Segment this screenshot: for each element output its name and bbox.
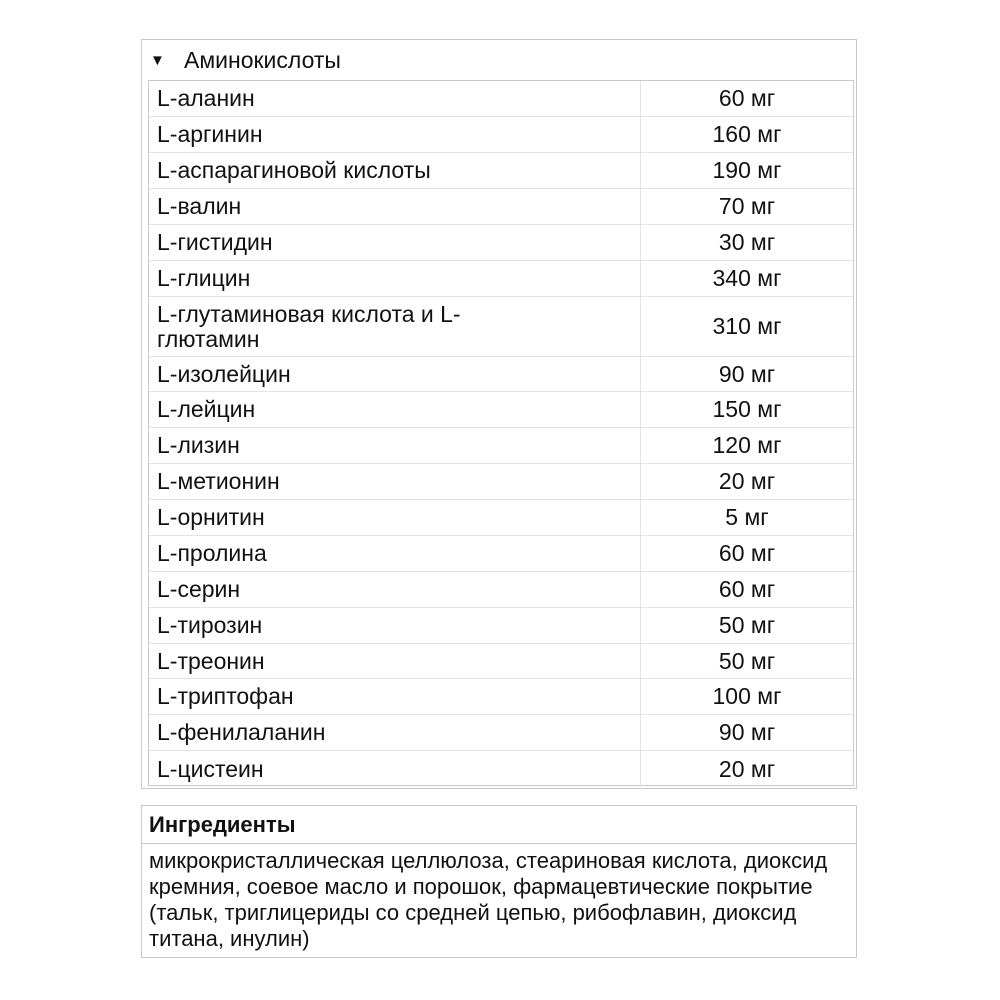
ingredients-text: микрокристаллическая целлюлоза, стеариновая кислота, диоксид кремния, соевое масло и порошок, фармацевтические покрытие (тальк, триглицериды со средней цепью, рибофлавин, диоксид титана, инулин) bbox=[149, 848, 828, 951]
amino-amount-cell: 5 мг bbox=[725, 504, 769, 530]
amino-name-cell: L-лизин bbox=[149, 428, 641, 463]
table-row bbox=[149, 117, 853, 153]
amino-name-cell: L-валин bbox=[149, 189, 641, 224]
amino-amount-cell: 90 мг bbox=[718, 360, 776, 387]
amino-name-cell: L-глутаминовая кислота и L-глютамин bbox=[149, 297, 641, 356]
amino-name-cell: L-серин bbox=[149, 572, 641, 607]
amino-name-cell: L-триптофан bbox=[149, 679, 641, 714]
amino-amount-cell: 120 мг bbox=[712, 432, 782, 458]
amino-name-cell: L-тирозин bbox=[149, 608, 641, 643]
amino-amount-cell: 30 мг bbox=[718, 229, 776, 255]
amino-name-cell: L-треонин bbox=[149, 644, 641, 678]
amino-name-cell: L-гистидин bbox=[149, 225, 641, 260]
amino-amount-cell: 70 мг bbox=[718, 193, 776, 219]
table-row bbox=[149, 572, 853, 608]
ingredients-section bbox=[141, 805, 857, 958]
table-row bbox=[149, 428, 853, 464]
section-title: Аминокислоты bbox=[184, 46, 341, 73]
table-row bbox=[149, 679, 853, 715]
table-row bbox=[149, 644, 853, 679]
table-row bbox=[149, 751, 853, 787]
amino-name-cell: L-аргинин bbox=[149, 117, 641, 152]
amino-amount-cell: 60 мг bbox=[718, 540, 776, 566]
table-row bbox=[149, 715, 853, 751]
table-row bbox=[149, 392, 853, 428]
table-row bbox=[149, 153, 853, 189]
amino-acids-toggle[interactable] bbox=[142, 40, 856, 80]
amino-amount-cell: 310 мг bbox=[712, 313, 782, 339]
amino-amount-cell: 20 мг bbox=[718, 468, 776, 494]
amino-amount-cell: 340 мг bbox=[712, 265, 782, 291]
amino-acids-table bbox=[148, 80, 854, 786]
table-row bbox=[149, 225, 853, 261]
amino-amount-cell: 20 мг bbox=[718, 755, 776, 782]
amino-name-cell: L-изолейцин bbox=[149, 357, 641, 391]
amino-name-cell: L-пролина bbox=[149, 536, 641, 571]
amino-amount-cell: 50 мг bbox=[718, 647, 776, 674]
amino-name-cell: L-фенилаланин bbox=[149, 715, 641, 750]
table-row bbox=[149, 189, 853, 225]
collapse-triangle-icon[interactable]: ▼ bbox=[150, 51, 165, 69]
amino-name-cell: L-лейцин bbox=[149, 392, 641, 427]
amino-amount-cell: 50 мг bbox=[718, 612, 776, 638]
amino-amount-cell: 100 мг bbox=[712, 683, 782, 709]
table-row bbox=[149, 608, 853, 644]
amino-name-cell: L-метионин bbox=[149, 464, 641, 499]
amino-name-cell: L-орнитин bbox=[149, 500, 641, 535]
table-row bbox=[149, 81, 853, 117]
amino-amount-cell: 190 мг bbox=[712, 157, 782, 183]
table-row bbox=[149, 464, 853, 500]
amino-amount-cell: 90 мг bbox=[718, 719, 776, 745]
amino-amount-cell: 60 мг bbox=[718, 85, 776, 111]
table-row bbox=[149, 536, 853, 572]
ingredients-title: Ингредиенты bbox=[142, 806, 856, 844]
amino-amount-cell: 150 мг bbox=[712, 396, 782, 422]
amino-name-cell: L-аланин bbox=[149, 81, 641, 116]
amino-name-cell: L-глицин bbox=[149, 261, 641, 296]
amino-acids-section bbox=[141, 39, 857, 789]
amino-name-cell: L-цистеин bbox=[149, 751, 641, 787]
table-row bbox=[149, 297, 853, 357]
amino-amount-cell: 160 мг bbox=[712, 121, 782, 147]
amino-name-cell: L-аспарагиновой кислоты bbox=[149, 153, 641, 188]
table-row bbox=[149, 500, 853, 536]
table-row bbox=[149, 261, 853, 297]
table-row bbox=[149, 357, 853, 392]
amino-amount-cell: 60 мг bbox=[718, 576, 776, 602]
